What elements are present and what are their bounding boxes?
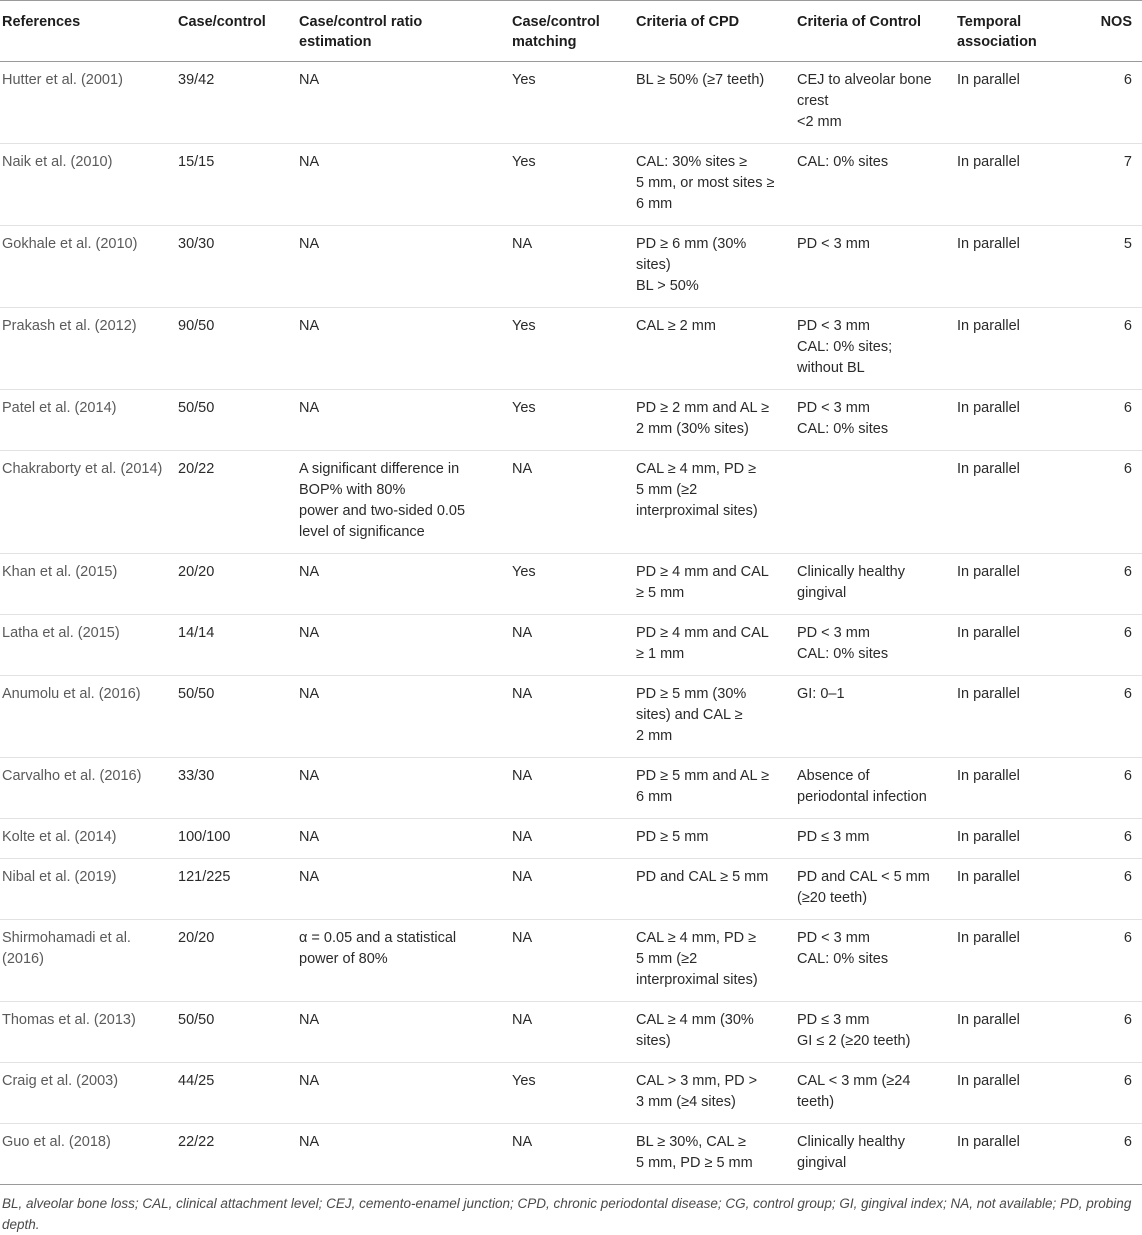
cell-matching: NA xyxy=(510,859,634,920)
cell-reference: Chakraborty et al. (2014) xyxy=(0,451,176,554)
cell-case-control: 33/30 xyxy=(176,758,297,819)
cell-nos: 6 xyxy=(1072,308,1142,390)
cell-ratio-estimation: NA xyxy=(297,554,510,615)
cell-ratio-estimation: NA xyxy=(297,226,510,308)
table-row xyxy=(0,308,1142,390)
cell-nos: 7 xyxy=(1072,144,1142,226)
header-case-control: Case/control xyxy=(176,1,297,62)
header-row xyxy=(0,1,1142,62)
cell-criteria-control: PD < 3 mm xyxy=(795,226,955,308)
cell-criteria-cpd: CAL ≥ 4 mm, PD ≥ 5 mm (≥2 interproximal sites) xyxy=(634,920,795,1002)
cell-case-control: 39/42 xyxy=(176,62,297,144)
table-row xyxy=(0,226,1142,308)
cell-criteria-cpd: BL ≥ 30%, CAL ≥ 5 mm, PD ≥ 5 mm xyxy=(634,1124,795,1185)
cell-temporal-association: In parallel xyxy=(955,144,1072,226)
cell-nos: 6 xyxy=(1072,62,1142,144)
cell-temporal-association: In parallel xyxy=(955,758,1072,819)
table-header xyxy=(0,1,1142,62)
cell-criteria-cpd: CAL: 30% sites ≥ 5 mm, or most sites ≥ 6 mm xyxy=(634,144,795,226)
cell-criteria-cpd: CAL ≥ 4 mm, PD ≥ 5 mm (≥2 interproximal sites) xyxy=(634,451,795,554)
cell-temporal-association: In parallel xyxy=(955,451,1072,554)
cell-case-control: 44/25 xyxy=(176,1063,297,1124)
cell-criteria-control: PD < 3 mm CAL: 0% sites; without BL xyxy=(795,308,955,390)
cell-case-control: 20/20 xyxy=(176,920,297,1002)
cell-temporal-association: In parallel xyxy=(955,554,1072,615)
header-nos: NOS xyxy=(1072,1,1142,62)
cell-reference: Naik et al. (2010) xyxy=(0,144,176,226)
table-row xyxy=(0,758,1142,819)
cell-case-control: 50/50 xyxy=(176,390,297,451)
table-row xyxy=(0,819,1142,859)
table-body xyxy=(0,62,1142,1185)
cell-reference: Craig et al. (2003) xyxy=(0,1063,176,1124)
cell-ratio-estimation: NA xyxy=(297,62,510,144)
cell-case-control: 100/100 xyxy=(176,819,297,859)
table-row xyxy=(0,451,1142,554)
table-row xyxy=(0,615,1142,676)
cell-criteria-control: PD < 3 mm CAL: 0% sites xyxy=(795,615,955,676)
cell-criteria-control: PD ≤ 3 mm GI ≤ 2 (≥20 teeth) xyxy=(795,1002,955,1063)
cell-criteria-control: CAL: 0% sites xyxy=(795,144,955,226)
cell-reference: Patel et al. (2014) xyxy=(0,390,176,451)
header-references: References xyxy=(0,1,176,62)
cell-temporal-association: In parallel xyxy=(955,676,1072,758)
cell-criteria-cpd: PD ≥ 6 mm (30% sites) BL > 50% xyxy=(634,226,795,308)
cell-ratio-estimation: NA xyxy=(297,308,510,390)
cell-temporal-association: In parallel xyxy=(955,226,1072,308)
cell-case-control: 15/15 xyxy=(176,144,297,226)
cell-criteria-cpd: PD ≥ 5 mm and AL ≥ 6 mm xyxy=(634,758,795,819)
cell-temporal-association: In parallel xyxy=(955,859,1072,920)
cell-criteria-cpd: BL ≥ 50% (≥7 teeth) xyxy=(634,62,795,144)
cell-matching: NA xyxy=(510,920,634,1002)
cell-reference: Carvalho et al. (2016) xyxy=(0,758,176,819)
cell-nos: 6 xyxy=(1072,615,1142,676)
cell-matching: NA xyxy=(510,819,634,859)
cell-reference: Kolte et al. (2014) xyxy=(0,819,176,859)
cell-temporal-association: In parallel xyxy=(955,1124,1072,1185)
cell-ratio-estimation: A significant difference in BOP% with 80% power and two-sided 0.05 level of significance xyxy=(297,451,510,554)
cell-nos: 6 xyxy=(1072,676,1142,758)
cell-ratio-estimation: NA xyxy=(297,615,510,676)
header-criteria-cpd: Criteria of CPD xyxy=(634,1,795,62)
cell-reference: Shirmohamadi et al. (2016) xyxy=(0,920,176,1002)
cell-temporal-association: In parallel xyxy=(955,920,1072,1002)
cell-case-control: 121/225 xyxy=(176,859,297,920)
cell-nos: 6 xyxy=(1072,819,1142,859)
cell-nos: 6 xyxy=(1072,451,1142,554)
cell-temporal-association: In parallel xyxy=(955,62,1072,144)
cell-criteria-control: PD < 3 mm CAL: 0% sites xyxy=(795,920,955,1002)
cell-reference: Nibal et al. (2019) xyxy=(0,859,176,920)
cell-reference: Guo et al. (2018) xyxy=(0,1124,176,1185)
cell-temporal-association: In parallel xyxy=(955,1063,1072,1124)
cell-reference: Prakash et al. (2012) xyxy=(0,308,176,390)
cell-criteria-control: CAL < 3 mm (≥24 teeth) xyxy=(795,1063,955,1124)
cell-criteria-control: CEJ to alveolar bone crest <2 mm xyxy=(795,62,955,144)
cell-matching: Yes xyxy=(510,390,634,451)
cell-matching: NA xyxy=(510,226,634,308)
cell-temporal-association: In parallel xyxy=(955,615,1072,676)
cell-nos: 6 xyxy=(1072,1063,1142,1124)
cell-criteria-control: PD ≤ 3 mm xyxy=(795,819,955,859)
cell-reference: Gokhale et al. (2010) xyxy=(0,226,176,308)
cell-matching: Yes xyxy=(510,62,634,144)
cell-matching: NA xyxy=(510,615,634,676)
cell-criteria-cpd: PD ≥ 5 mm xyxy=(634,819,795,859)
cell-criteria-cpd: CAL ≥ 2 mm xyxy=(634,308,795,390)
header-ratio-estimation: Case/control ratio estimation xyxy=(297,1,510,62)
table-row xyxy=(0,859,1142,920)
cell-case-control: 90/50 xyxy=(176,308,297,390)
cell-criteria-cpd: PD ≥ 2 mm and AL ≥ 2 mm (30% sites) xyxy=(634,390,795,451)
cell-nos: 6 xyxy=(1072,554,1142,615)
cell-criteria-cpd: PD ≥ 5 mm (30% sites) and CAL ≥ 2 mm xyxy=(634,676,795,758)
cell-matching: NA xyxy=(510,1002,634,1063)
cell-criteria-cpd: PD and CAL ≥ 5 mm xyxy=(634,859,795,920)
cell-nos: 6 xyxy=(1072,1124,1142,1185)
cell-temporal-association: In parallel xyxy=(955,819,1072,859)
cell-ratio-estimation: α = 0.05 and a statistical power of 80% xyxy=(297,920,510,1002)
header-criteria-control: Criteria of Control xyxy=(795,1,955,62)
cell-matching: NA xyxy=(510,1124,634,1185)
cell-ratio-estimation: NA xyxy=(297,390,510,451)
cell-case-control: 50/50 xyxy=(176,676,297,758)
cell-ratio-estimation: NA xyxy=(297,758,510,819)
cell-matching: NA xyxy=(510,758,634,819)
cell-criteria-control: Clinically healthy gingival xyxy=(795,1124,955,1185)
cell-nos: 6 xyxy=(1072,1002,1142,1063)
table-row xyxy=(0,676,1142,758)
cell-ratio-estimation: NA xyxy=(297,1124,510,1185)
cell-case-control: 22/22 xyxy=(176,1124,297,1185)
cell-ratio-estimation: NA xyxy=(297,1002,510,1063)
cell-reference: Latha et al. (2015) xyxy=(0,615,176,676)
cell-criteria-control: Clinically healthy gingival xyxy=(795,554,955,615)
cell-criteria-cpd: CAL > 3 mm, PD > 3 mm (≥4 sites) xyxy=(634,1063,795,1124)
cell-temporal-association: In parallel xyxy=(955,1002,1072,1063)
cell-matching: NA xyxy=(510,676,634,758)
cell-reference: Hutter et al. (2001) xyxy=(0,62,176,144)
cell-matching: NA xyxy=(510,451,634,554)
cell-case-control: 20/20 xyxy=(176,554,297,615)
cell-criteria-control: Absence of periodontal infection xyxy=(795,758,955,819)
cell-case-control: 14/14 xyxy=(176,615,297,676)
cell-nos: 6 xyxy=(1072,920,1142,1002)
cell-criteria-control xyxy=(795,451,955,554)
cell-nos: 6 xyxy=(1072,859,1142,920)
cell-matching: Yes xyxy=(510,1063,634,1124)
cell-case-control: 20/22 xyxy=(176,451,297,554)
cell-ratio-estimation: NA xyxy=(297,144,510,226)
table-row xyxy=(0,1124,1142,1185)
table-footnote: BL, alveolar bone loss; CAL, clinical attachment level; CEJ, cemento-enamel junction; CPD, chronic periodontal disease; CG, control group; GI, gingival index; NA, not available; PD, probing depth. xyxy=(2,1196,1132,1232)
table-row xyxy=(0,1063,1142,1124)
cell-criteria-control: PD and CAL < 5 mm (≥20 teeth) xyxy=(795,859,955,920)
cell-reference: Anumolu et al. (2016) xyxy=(0,676,176,758)
cell-criteria-cpd: PD ≥ 4 mm and CAL ≥ 5 mm xyxy=(634,554,795,615)
header-temporal-association: Temporal association xyxy=(955,1,1072,62)
cell-matching: Yes xyxy=(510,308,634,390)
table-row xyxy=(0,62,1142,144)
table-row xyxy=(0,390,1142,451)
cell-nos: 6 xyxy=(1072,758,1142,819)
cell-criteria-cpd: CAL ≥ 4 mm (30% sites) xyxy=(634,1002,795,1063)
cell-ratio-estimation: NA xyxy=(297,859,510,920)
table-row xyxy=(0,920,1142,1002)
cell-criteria-control: PD < 3 mm CAL: 0% sites xyxy=(795,390,955,451)
cell-ratio-estimation: NA xyxy=(297,676,510,758)
table-row xyxy=(0,144,1142,226)
cell-case-control: 30/30 xyxy=(176,226,297,308)
cell-reference: Thomas et al. (2013) xyxy=(0,1002,176,1063)
cell-criteria-cpd: PD ≥ 4 mm and CAL ≥ 1 mm xyxy=(634,615,795,676)
cell-reference: Khan et al. (2015) xyxy=(0,554,176,615)
cell-matching: Yes xyxy=(510,144,634,226)
cell-nos: 6 xyxy=(1072,390,1142,451)
cell-ratio-estimation: NA xyxy=(297,1063,510,1124)
cell-matching: Yes xyxy=(510,554,634,615)
table-row xyxy=(0,554,1142,615)
table-row xyxy=(0,1002,1142,1063)
cell-criteria-control: GI: 0–1 xyxy=(795,676,955,758)
cell-ratio-estimation: NA xyxy=(297,819,510,859)
header-matching: Case/control matching xyxy=(510,1,634,62)
cell-temporal-association: In parallel xyxy=(955,390,1072,451)
cell-temporal-association: In parallel xyxy=(955,308,1072,390)
cell-case-control: 50/50 xyxy=(176,1002,297,1063)
cell-nos: 5 xyxy=(1072,226,1142,308)
